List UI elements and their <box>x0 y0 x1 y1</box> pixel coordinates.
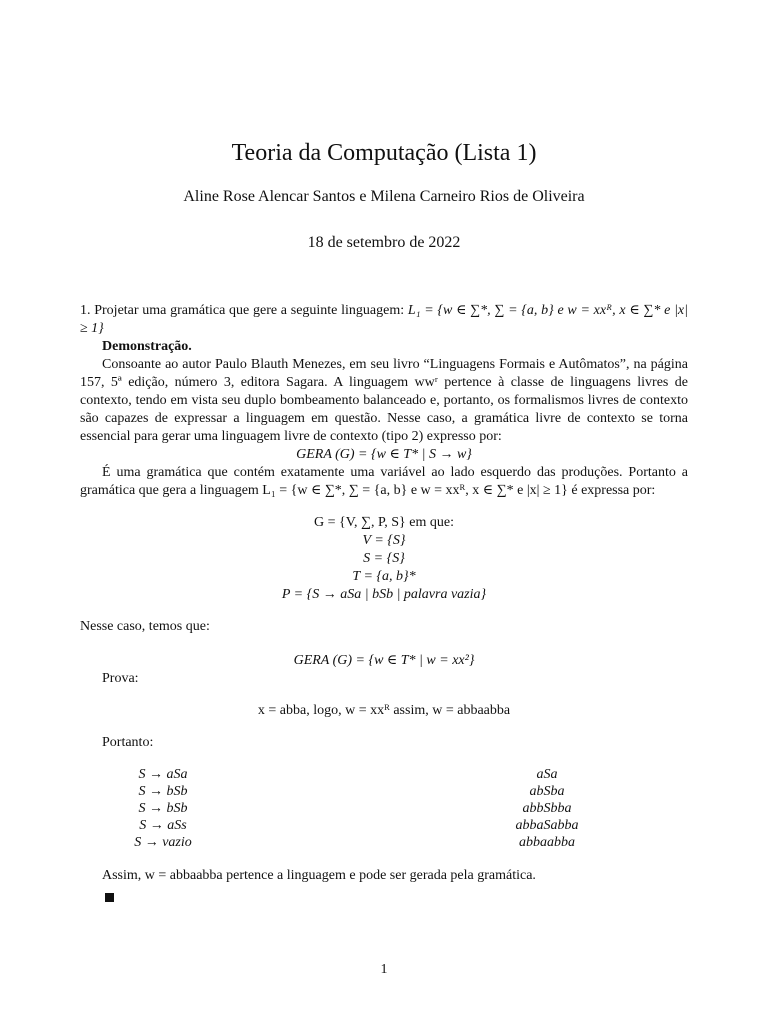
page-number: 1 <box>380 962 388 977</box>
grammar-line: V = {S} <box>362 533 406 548</box>
derivation-rule: S → aSa <box>138 767 188 782</box>
demo-paragraph-3: Nesse caso, temos que: <box>80 619 210 634</box>
derivation-row <box>80 766 688 783</box>
demo-paragraph-2: É uma gramática que contém exatamente uma variável ao lado esquerdo das produções. Portanto a gramática que gera a linguagem L₁ = {w ∈ ∑*, ∑ = {a, b} e w = xxᴿ, x ∈ ∑* e |x| ≥ 1} é expressa por: <box>80 465 688 498</box>
authors-line: Aline Rose Alencar Santos e Milena Carneiro Rios de Oliveira <box>183 188 585 205</box>
proof-line: x = abba, logo, w = xxᴿ assim, w = abbaabba <box>257 703 511 718</box>
equation-gera-2: GERA (G) = {w ∈ T* | w = xx²} <box>293 653 475 668</box>
conclusion: Assim, w = abbaabba pertence a linguagem e pode ser gerada pela gramática. <box>102 868 536 883</box>
document-title: Teoria da Computação (Lista 1) <box>231 140 537 166</box>
grammar-line: G = {V, ∑, P, S} em que: <box>314 515 454 530</box>
demo-paragraph-1: Consoante ao autor Paulo Blauth Menezes, em seu livro “Linguagens Formais e Autômatos”, na página 157, 5ª edição, número 3, editora Sagara. A linguagem wwʳ pertence à classe de linguagens livres de contexto, tendo em vista seu duplo bombeamento balanceado e, portanto, os formalismos livres de contexto são capazes de expressar a linguagem em questão. Nesse caso, a gramática livre de contexto se torna essencial para gerar uma linguagem livre de contexto (tipo 2) expresso por: <box>80 357 688 444</box>
therefore-label: Portanto: <box>102 735 154 750</box>
derivation-rule: S → bSb <box>138 801 188 816</box>
equation-gera-1: GERA (G) = {w ∈ T* | S → w} <box>296 447 472 462</box>
document-body <box>80 302 688 902</box>
derivation-result: abSba <box>529 784 565 799</box>
qed-square-icon <box>105 893 114 902</box>
derivation-rule: S → aSs <box>139 818 187 833</box>
demo-heading: Demonstração. <box>102 339 192 354</box>
derivation-result: abbaSabba <box>515 818 579 833</box>
derivation-result: abbSbba <box>522 801 572 816</box>
derivation-rule: S → vazio <box>134 835 192 850</box>
question-number: 1. <box>80 303 91 318</box>
proof-label: Prova: <box>102 671 139 686</box>
derivation-row <box>80 834 688 851</box>
derivation-result: aSa <box>536 767 558 782</box>
language-definition: L₁ = {w ∈ ∑*, ∑ = {a, b} e w = xxᴿ, x ∈ ∑* e |x| ≥ 1} <box>80 303 688 336</box>
derivation-row <box>80 800 688 817</box>
question-text: Projetar uma gramática que gere a seguinte linguagem: <box>94 303 405 318</box>
derivation-rule: S → bSb <box>138 784 188 799</box>
derivation-row <box>80 783 688 800</box>
grammar-definition <box>80 514 688 604</box>
derivation-result: abbaabba <box>519 835 575 850</box>
derivation-table <box>80 766 688 851</box>
grammar-line: T = {a, b}* <box>352 569 416 584</box>
document-date: 18 de setembro de 2022 <box>307 234 461 251</box>
grammar-line: P = {S → aSa | bSb | palavra vazia} <box>281 587 487 602</box>
grammar-line: S = {S} <box>363 551 405 566</box>
derivation-row <box>80 817 688 834</box>
question-1 <box>80 302 688 338</box>
